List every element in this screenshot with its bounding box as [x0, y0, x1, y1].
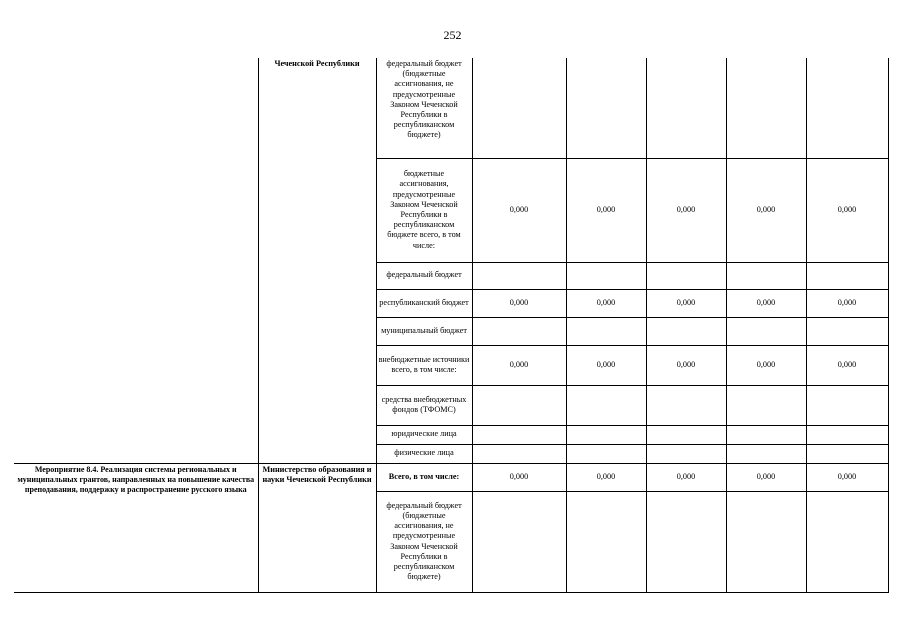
amount-cell-year-1: 0,000 — [472, 345, 566, 385]
amount-cell-year-3: 0,000 — [646, 463, 726, 491]
amount-cell-year-3: 0,000 — [646, 158, 726, 262]
amount-cell-year-3 — [646, 425, 726, 444]
amount-cell-year-3 — [646, 262, 726, 289]
amount-cell-year-5 — [806, 58, 888, 158]
funding-source-cell: республиканский бюджет — [376, 289, 472, 317]
amount-cell-year-1: 0,000 — [472, 289, 566, 317]
amount-cell-year-4 — [726, 317, 806, 345]
amount-cell-year-5 — [806, 262, 888, 289]
amount-cell-year-4 — [726, 425, 806, 444]
amount-cell-year-4 — [726, 262, 806, 289]
amount-cell-year-3 — [646, 385, 726, 425]
amount-cell-year-2 — [566, 262, 646, 289]
amount-cell-year-5 — [806, 425, 888, 444]
executor-cell: Чеченской Республики — [258, 58, 376, 463]
amount-cell-year-4 — [726, 444, 806, 463]
funding-source-cell: федеральный бюджет (бюджетные ассигнования, не предусмотренные Законом Чеченской Республики в республиканском бюджете) — [376, 58, 472, 158]
amount-cell-year-5: 0,000 — [806, 463, 888, 491]
amount-cell-year-4: 0,000 — [726, 158, 806, 262]
funding-source-cell: юридические лица — [376, 425, 472, 444]
funding-source-cell: муниципальный бюджет — [376, 317, 472, 345]
activity-cell — [14, 58, 258, 463]
amount-cell-year-2: 0,000 — [566, 158, 646, 262]
amount-cell-year-4 — [726, 58, 806, 158]
amount-cell-year-2 — [566, 58, 646, 158]
amount-cell-year-5 — [806, 491, 888, 592]
bottom-block — [14, 463, 888, 592]
amount-cell-year-1 — [472, 317, 566, 345]
amount-cell-year-4: 0,000 — [726, 345, 806, 385]
amount-cell-year-2 — [566, 317, 646, 345]
amount-cell-year-5: 0,000 — [806, 289, 888, 317]
amount-cell-year-4 — [726, 385, 806, 425]
funding-source-cell: внебюджетные источники всего, в том числе: — [376, 345, 472, 385]
amount-cell-year-1: 0,000 — [472, 463, 566, 491]
amount-cell-year-5: 0,000 — [806, 158, 888, 262]
amount-cell-year-3 — [646, 317, 726, 345]
amount-cell-year-2: 0,000 — [566, 345, 646, 385]
amount-cell-year-5 — [806, 444, 888, 463]
amount-cell-year-1: 0,000 — [472, 158, 566, 262]
amount-cell-year-2 — [566, 491, 646, 592]
activity-cell: Мероприятие 8.4. Реализация системы региональных и муниципальных грантов, направленных на повышение качества преподавания, поддержку и распространение русского языка — [14, 463, 258, 592]
amount-cell-year-2 — [566, 444, 646, 463]
amount-cell-year-5 — [806, 385, 888, 425]
budget-table — [14, 58, 889, 593]
amount-cell-year-3 — [646, 491, 726, 592]
amount-cell-year-1 — [472, 425, 566, 444]
amount-cell-year-5: 0,000 — [806, 345, 888, 385]
amount-cell-year-1 — [472, 444, 566, 463]
amount-cell-year-4: 0,000 — [726, 463, 806, 491]
funding-source-cell: Всего, в том числе: — [376, 463, 472, 491]
executor-cell: Министерство образования и науки Чеченской Республики — [258, 463, 376, 592]
funding-source-cell: бюджетные ассигнования, предусмотренные Законом Чеченской Республики в республиканском бюджете всего, в том числе: — [376, 158, 472, 262]
amount-cell-year-1 — [472, 262, 566, 289]
funding-source-cell: федеральный бюджет — [376, 262, 472, 289]
amount-cell-year-2: 0,000 — [566, 463, 646, 491]
funding-source-cell: средства внебюджетных фондов (ТФОМС) — [376, 385, 472, 425]
amount-cell-year-1 — [472, 385, 566, 425]
amount-cell-year-3 — [646, 58, 726, 158]
amount-cell-year-2 — [566, 385, 646, 425]
amount-cell-year-3: 0,000 — [646, 345, 726, 385]
amount-cell-year-2 — [566, 425, 646, 444]
table-row — [14, 463, 888, 491]
page-number: 252 — [443, 28, 462, 42]
amount-cell-year-1 — [472, 58, 566, 158]
amount-cell-year-4: 0,000 — [726, 289, 806, 317]
amount-cell-year-3: 0,000 — [646, 289, 726, 317]
funding-source-cell: физические лица — [376, 444, 472, 463]
amount-cell-year-2: 0,000 — [566, 289, 646, 317]
amount-cell-year-5 — [806, 317, 888, 345]
amount-cell-year-1 — [472, 491, 566, 592]
amount-cell-year-4 — [726, 491, 806, 592]
top-block — [14, 58, 888, 463]
amount-cell-year-3 — [646, 444, 726, 463]
funding-source-cell: федеральный бюджет (бюджетные ассигнования, не предусмотренные Законом Чеченской Республики в республиканском бюджете) — [376, 491, 472, 592]
table-row — [14, 58, 888, 158]
